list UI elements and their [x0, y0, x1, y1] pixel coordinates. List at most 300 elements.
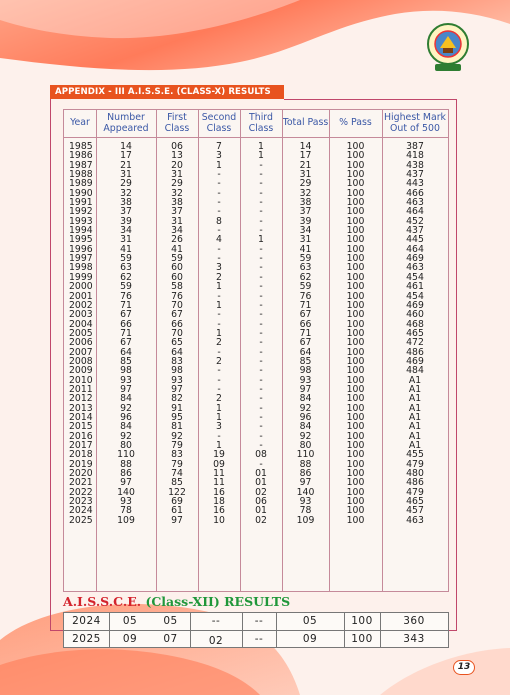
- cell-year: 2023: [69, 496, 93, 508]
- cell-third-class: -: [259, 430, 263, 442]
- cell-percent-pass: 100: [346, 430, 365, 442]
- cell-second-class: -: [217, 197, 221, 209]
- cell-second-class: -: [217, 253, 221, 265]
- cell-year: 2024: [69, 505, 93, 517]
- cell-third-class: -: [259, 290, 263, 302]
- cell-highest-mark: 443: [406, 178, 424, 190]
- cell-percent-pass: 100: [346, 468, 365, 480]
- cell-percent-pass: 100: [346, 150, 365, 162]
- cell-third-class: 06: [255, 496, 267, 508]
- cell-second-class: --: [211, 615, 221, 627]
- cell-number-appeared: 17: [120, 150, 132, 162]
- cell-year: 1990: [69, 187, 93, 199]
- cell-total-pass: 32: [299, 187, 312, 199]
- cell-second-class: -: [217, 383, 221, 395]
- cell-first-class: 31: [171, 169, 183, 181]
- cell-percent-pass: 100: [346, 383, 365, 395]
- cell-year: 1997: [69, 253, 93, 265]
- cell-third-class: --: [254, 615, 264, 627]
- cell-highest-mark: 454: [406, 271, 424, 283]
- cell-third-class: -: [259, 318, 263, 330]
- cell-second-class: -: [217, 290, 221, 302]
- cell-total-pass: 71: [299, 327, 312, 339]
- cell-second-class: -: [217, 318, 221, 330]
- cell-total-pass: 41: [299, 243, 312, 255]
- cell-highest-mark: 360: [403, 615, 425, 627]
- cell-third-class: -: [259, 402, 263, 414]
- cell-highest-mark: 437: [406, 169, 424, 181]
- cell-number-appeared: 37: [120, 206, 132, 218]
- col-header-number-appeared: Number Appeared: [103, 112, 149, 134]
- cell-first-class: 20: [171, 159, 183, 171]
- cell-percent-pass: 100: [346, 327, 365, 339]
- cell-year: 2013: [69, 402, 93, 414]
- cell-total-pass: 71: [299, 299, 312, 311]
- cell-percent-pass: 100: [346, 374, 365, 386]
- cell-highest-mark: 469: [406, 299, 424, 311]
- cell-percent-pass: 100: [346, 141, 365, 152]
- cell-highest-mark: A1: [408, 430, 422, 442]
- cell-first-class: 97: [171, 514, 183, 526]
- cell-number-appeared: 97: [120, 477, 132, 489]
- cell-total-pass: 14: [299, 141, 312, 152]
- cell-year: 1986: [69, 150, 93, 162]
- cell-year: 2015: [69, 421, 93, 433]
- cell-total-pass: 59: [299, 281, 312, 293]
- cell-number-appeared: 67: [120, 309, 132, 321]
- cell-second-class: 11: [213, 468, 225, 480]
- cell-total-pass: 96: [299, 411, 312, 423]
- cell-number-appeared: 39: [120, 215, 132, 227]
- cell-first-class: 74: [171, 468, 183, 480]
- cell-highest-mark: 463: [406, 262, 424, 274]
- cell-third-class: -: [259, 262, 263, 274]
- cell-year: 1994: [69, 225, 93, 237]
- cell-percent-pass: 100: [346, 440, 365, 451]
- cell-highest-mark: A1: [408, 440, 422, 451]
- cell-second-class: -: [217, 169, 221, 181]
- cell-third-class: -: [259, 243, 263, 255]
- cell-highest-mark: 455: [406, 449, 424, 461]
- cell-number-appeared: 38: [120, 197, 132, 209]
- cell-third-class: -: [259, 215, 263, 227]
- cell-total-pass: 93: [299, 496, 312, 508]
- cell-percent-pass: 100: [346, 355, 365, 367]
- cell-third-class: -: [259, 411, 263, 423]
- cell-total-pass: 62: [299, 271, 312, 283]
- cell-third-class: --: [254, 633, 264, 645]
- cell-year: 2024: [72, 615, 101, 627]
- cell-second-class: -: [217, 187, 221, 199]
- cell-first-class: 83: [171, 355, 183, 367]
- cell-first-class: 07: [163, 633, 178, 645]
- cell-percent-pass: 100: [346, 393, 365, 405]
- cell-number-appeared: 76: [120, 290, 132, 302]
- cell-number-appeared: 92: [120, 402, 132, 414]
- cell-highest-mark: A1: [408, 402, 422, 414]
- cell-second-class: 3: [216, 421, 222, 433]
- cell-year: 2006: [69, 337, 93, 349]
- table-row: [64, 516, 448, 525]
- cell-third-class: 02: [255, 514, 267, 526]
- cell-year: 2017: [69, 440, 93, 451]
- cell-first-class: 81: [171, 421, 183, 433]
- cell-first-class: 70: [171, 327, 183, 339]
- class-xii-title-exam: A.I.S.S.C.E.: [63, 594, 142, 609]
- cell-second-class: 2: [216, 337, 222, 349]
- cell-highest-mark: 479: [406, 486, 424, 498]
- cell-third-class: -: [259, 440, 263, 451]
- cell-first-class: 05: [163, 615, 178, 627]
- cell-percent-pass: 100: [346, 309, 365, 321]
- cell-third-class: -: [259, 197, 263, 209]
- cell-year: 2009: [69, 365, 93, 377]
- cell-number-appeared: 29: [120, 178, 132, 190]
- cell-total-pass: 92: [299, 402, 312, 414]
- cell-second-class: -: [217, 346, 221, 358]
- cell-second-class: 16: [213, 505, 225, 517]
- cell-percent-pass: 100: [346, 169, 365, 181]
- class-xii-title-class: (Class-XII): [145, 594, 220, 609]
- cell-second-class: 11: [213, 477, 225, 489]
- cell-percent-pass: 100: [351, 615, 373, 627]
- table-body: [64, 142, 448, 525]
- cell-first-class: 38: [171, 197, 183, 209]
- cell-first-class: 59: [171, 253, 183, 265]
- col-header-year: Year: [70, 117, 90, 129]
- cell-total-pass: 109: [296, 514, 315, 526]
- cell-number-appeared: 64: [120, 346, 132, 358]
- cell-number-appeared: 110: [117, 449, 135, 461]
- col-header-first-class: First Class: [164, 112, 190, 134]
- cell-year: 1999: [69, 271, 93, 283]
- cell-year: 2004: [69, 318, 93, 330]
- cell-percent-pass: 100: [346, 411, 365, 423]
- cell-percent-pass: 100: [346, 159, 365, 171]
- cell-third-class: 1: [258, 234, 264, 246]
- cell-year: 1991: [69, 197, 93, 209]
- cell-highest-mark: A1: [408, 393, 422, 405]
- cell-first-class: 83: [171, 449, 183, 461]
- cell-third-class: -: [259, 346, 263, 358]
- cell-highest-mark: 486: [406, 346, 424, 358]
- cell-total-pass: 84: [299, 393, 312, 405]
- cell-second-class: 18: [213, 496, 225, 508]
- cell-year: 2025: [69, 514, 93, 526]
- cell-total-pass: 84: [299, 421, 312, 433]
- cell-year: 2011: [69, 383, 93, 395]
- cell-second-class: 8: [216, 215, 222, 227]
- cell-number-appeared: 140: [117, 486, 135, 498]
- cell-highest-mark: 469: [406, 355, 424, 367]
- cell-year: 2022: [69, 486, 93, 498]
- cell-number-appeared: 34: [120, 225, 132, 237]
- cell-percent-pass: 100: [346, 243, 365, 255]
- cell-year: 2020: [69, 468, 93, 480]
- cell-first-class: 122: [168, 486, 186, 498]
- cell-total-pass: 67: [299, 309, 312, 321]
- cell-third-class: 01: [255, 505, 267, 517]
- cell-first-class: 37: [171, 206, 183, 218]
- cell-third-class: -: [259, 374, 263, 386]
- cell-percent-pass: 100: [346, 505, 365, 517]
- cell-percent-pass: 100: [346, 197, 365, 209]
- cell-year: 2007: [69, 346, 93, 358]
- cell-second-class: 2: [216, 271, 222, 283]
- cell-total-pass: 05: [302, 615, 318, 627]
- cell-number-appeared: 41: [120, 243, 132, 255]
- cell-first-class: 79: [171, 440, 183, 451]
- cell-total-pass: 97: [299, 477, 312, 489]
- cell-year: 1985: [69, 141, 93, 152]
- cell-total-pass: 110: [296, 449, 315, 461]
- cell-second-class: 1: [216, 159, 222, 171]
- cell-second-class: 4: [216, 234, 222, 246]
- cell-total-pass: 21: [299, 159, 312, 171]
- cell-number-appeared: 62: [120, 271, 132, 283]
- cell-number-appeared: 78: [120, 505, 132, 517]
- cell-total-pass: 37: [299, 206, 312, 218]
- col-header-total-pass: Total Pass: [282, 117, 329, 129]
- cell-number-appeared: 80: [120, 440, 132, 451]
- cell-year: 1995: [69, 234, 93, 246]
- cell-third-class: -: [259, 225, 263, 237]
- cell-number-appeared: 67: [120, 337, 132, 349]
- cell-second-class: -: [217, 430, 221, 442]
- cell-year: 1992: [69, 206, 93, 218]
- cell-percent-pass: 100: [346, 262, 365, 274]
- cell-third-class: -: [259, 253, 263, 265]
- cell-second-class: -: [217, 178, 221, 190]
- cell-number-appeared: 86: [120, 468, 132, 480]
- cell-first-class: 64: [171, 346, 183, 358]
- cell-highest-mark: 461: [406, 281, 424, 293]
- cell-total-pass: 66: [299, 318, 312, 330]
- page-frame-top: [284, 99, 457, 100]
- cell-highest-mark: 472: [406, 337, 424, 349]
- results-table: [63, 109, 449, 592]
- cell-third-class: -: [259, 337, 263, 349]
- cell-total-pass: 17: [299, 150, 312, 162]
- cell-highest-mark: 464: [406, 243, 424, 255]
- cell-highest-mark: 480: [406, 468, 424, 480]
- cell-number-appeared: 93: [120, 496, 132, 508]
- cell-first-class: 58: [171, 281, 183, 293]
- cell-highest-mark: 466: [406, 187, 424, 199]
- cell-highest-mark: 343: [403, 633, 425, 645]
- col-header-percent-pass: % Pass: [339, 117, 372, 129]
- cell-total-pass: 63: [299, 262, 312, 274]
- cell-highest-mark: 387: [406, 141, 424, 152]
- col-header-highest-mark: Highest Mark Out of 500: [384, 112, 446, 134]
- cell-number-appeared: 21: [120, 159, 132, 171]
- cell-highest-mark: 418: [406, 150, 424, 162]
- cell-total-pass: 34: [299, 225, 312, 237]
- cell-second-class: 1: [216, 281, 222, 293]
- cell-second-class: 1: [216, 327, 222, 339]
- cell-year: 1989: [69, 178, 93, 190]
- cell-third-class: -: [259, 187, 263, 199]
- cell-number-appeared: 63: [120, 262, 132, 274]
- cell-highest-mark: 486: [406, 477, 424, 489]
- col-header-second-class: Second Class: [201, 112, 237, 134]
- cell-total-pass: 78: [299, 505, 312, 517]
- cell-number-appeared: 32: [120, 187, 132, 199]
- cell-highest-mark: 469: [406, 253, 424, 265]
- cell-number-appeared: 84: [120, 421, 132, 433]
- cell-total-pass: 39: [299, 215, 312, 227]
- cell-second-class: -: [217, 374, 221, 386]
- cell-highest-mark: A1: [408, 411, 422, 423]
- cell-percent-pass: 100: [346, 281, 365, 293]
- cell-number-appeared: 14: [120, 141, 132, 152]
- cell-highest-mark: 465: [406, 496, 424, 508]
- cell-third-class: -: [259, 365, 263, 377]
- cell-second-class: 1: [216, 440, 222, 451]
- cell-year: 2005: [69, 327, 93, 339]
- cell-year: 2002: [69, 299, 93, 311]
- cell-third-class: -: [259, 178, 263, 190]
- cell-highest-mark: 445: [406, 234, 424, 246]
- cell-third-class: -: [259, 327, 263, 339]
- cell-third-class: -: [259, 159, 263, 171]
- cell-year: 2014: [69, 411, 93, 423]
- cell-first-class: 85: [171, 477, 183, 489]
- cell-total-pass: 31: [299, 169, 312, 181]
- cell-third-class: 01: [255, 477, 267, 489]
- cell-third-class: -: [259, 299, 263, 311]
- cell-year: 1988: [69, 169, 93, 181]
- cell-year: 2008: [69, 355, 93, 367]
- cell-highest-mark: A1: [408, 374, 422, 386]
- cell-second-class: 16: [213, 486, 225, 498]
- cell-year: 2019: [69, 458, 93, 470]
- cell-percent-pass: 100: [346, 178, 365, 190]
- cell-first-class: 92: [171, 430, 183, 442]
- cell-first-class: 79: [171, 458, 183, 470]
- cell-highest-mark: 463: [406, 197, 424, 209]
- cell-year: 2003: [69, 309, 93, 321]
- cell-percent-pass: 100: [346, 365, 365, 377]
- cell-year: 2010: [69, 374, 93, 386]
- class-xii-title-results: RESULTS: [224, 594, 291, 609]
- cell-total-pass: 31: [299, 234, 312, 246]
- cell-second-class: 09: [213, 458, 225, 470]
- school-crest-icon: [426, 22, 470, 74]
- cell-percent-pass: 100: [346, 187, 365, 199]
- class-xii-row: [64, 631, 448, 648]
- cell-percent-pass: 100: [346, 421, 365, 433]
- cell-number-appeared: 93: [120, 374, 132, 386]
- cell-first-class: 60: [171, 262, 183, 274]
- cell-highest-mark: 460: [406, 309, 424, 321]
- cell-third-class: -: [259, 169, 263, 181]
- cell-second-class: 1: [216, 299, 222, 311]
- cell-total-pass: 09: [302, 633, 318, 645]
- cell-first-class: 91: [171, 402, 183, 414]
- cell-second-class: -: [217, 309, 221, 321]
- cell-first-class: 82: [171, 393, 183, 405]
- cell-second-class: 3: [216, 262, 222, 274]
- cell-year: 1993: [69, 215, 93, 227]
- cell-percent-pass: 100: [346, 486, 365, 498]
- cell-first-class: 66: [171, 318, 183, 330]
- cell-first-class: 41: [171, 243, 183, 255]
- page-number: 13: [453, 660, 475, 675]
- cell-second-class: 7: [216, 141, 222, 152]
- cell-first-class: 31: [171, 215, 183, 227]
- cell-year: 1996: [69, 243, 93, 255]
- cell-highest-mark: 479: [406, 458, 424, 470]
- cell-highest-mark: 452: [406, 215, 424, 227]
- cell-year: 2018: [69, 449, 93, 461]
- cell-percent-pass: 100: [346, 290, 365, 302]
- cell-highest-mark: 457: [406, 505, 424, 517]
- appendix-banner: APPENDIX - III A.I.S.S.E. (CLASS-X) RESULTS: [50, 85, 284, 99]
- cell-total-pass: 88: [299, 458, 312, 470]
- cell-number-appeared: 85: [120, 355, 132, 367]
- cell-year: 1998: [69, 262, 93, 274]
- cell-highest-mark: A1: [408, 383, 422, 395]
- cell-first-class: 60: [171, 271, 183, 283]
- cell-total-pass: 67: [299, 337, 312, 349]
- cell-year: 2021: [69, 477, 93, 489]
- cell-percent-pass: 100: [346, 225, 365, 237]
- cell-first-class: 34: [171, 225, 183, 237]
- cell-highest-mark: A1: [408, 421, 422, 433]
- cell-second-class: 2: [216, 393, 222, 405]
- cell-third-class: -: [259, 271, 263, 283]
- cell-total-pass: 86: [299, 468, 312, 480]
- cell-percent-pass: 100: [346, 346, 365, 358]
- cell-percent-pass: 100: [346, 449, 365, 461]
- cell-third-class: 08: [255, 449, 267, 461]
- cell-percent-pass: 100: [346, 458, 365, 470]
- table-header: [64, 110, 448, 138]
- cell-percent-pass: 100: [346, 514, 365, 526]
- cell-percent-pass: 100: [346, 271, 365, 283]
- cell-number-appeared: 59: [120, 253, 132, 265]
- cell-percent-pass: 100: [346, 337, 365, 349]
- cell-second-class: -: [217, 365, 221, 377]
- cell-year: 2025: [72, 633, 101, 645]
- cell-year: 2016: [69, 430, 93, 442]
- cell-highest-mark: 484: [406, 365, 424, 377]
- cell-percent-pass: 100: [346, 206, 365, 218]
- cell-percent-pass: 100: [346, 477, 365, 489]
- cell-highest-mark: 438: [406, 159, 424, 171]
- cell-second-class: 3: [216, 150, 222, 162]
- cell-total-pass: 29: [299, 178, 312, 190]
- cell-percent-pass: 100: [346, 299, 365, 311]
- cell-total-pass: 38: [299, 197, 312, 209]
- cell-percent-pass: 100: [346, 234, 365, 246]
- cell-number-appeared: 71: [120, 327, 132, 339]
- class-xii-title: [63, 594, 290, 609]
- cell-total-pass: 76: [299, 290, 312, 302]
- cell-total-pass: 92: [299, 430, 312, 442]
- cell-first-class: 70: [171, 299, 183, 311]
- cell-number-appeared: 05: [122, 615, 138, 627]
- cell-third-class: -: [259, 421, 263, 433]
- cell-second-class: -: [217, 225, 221, 237]
- cell-year: 2001: [69, 290, 93, 302]
- cell-third-class: -: [259, 458, 263, 470]
- cell-second-class: 1: [216, 411, 222, 423]
- cell-first-class: 26: [171, 234, 183, 246]
- cell-total-pass: 80: [299, 440, 312, 451]
- class-xii-row: [64, 613, 448, 631]
